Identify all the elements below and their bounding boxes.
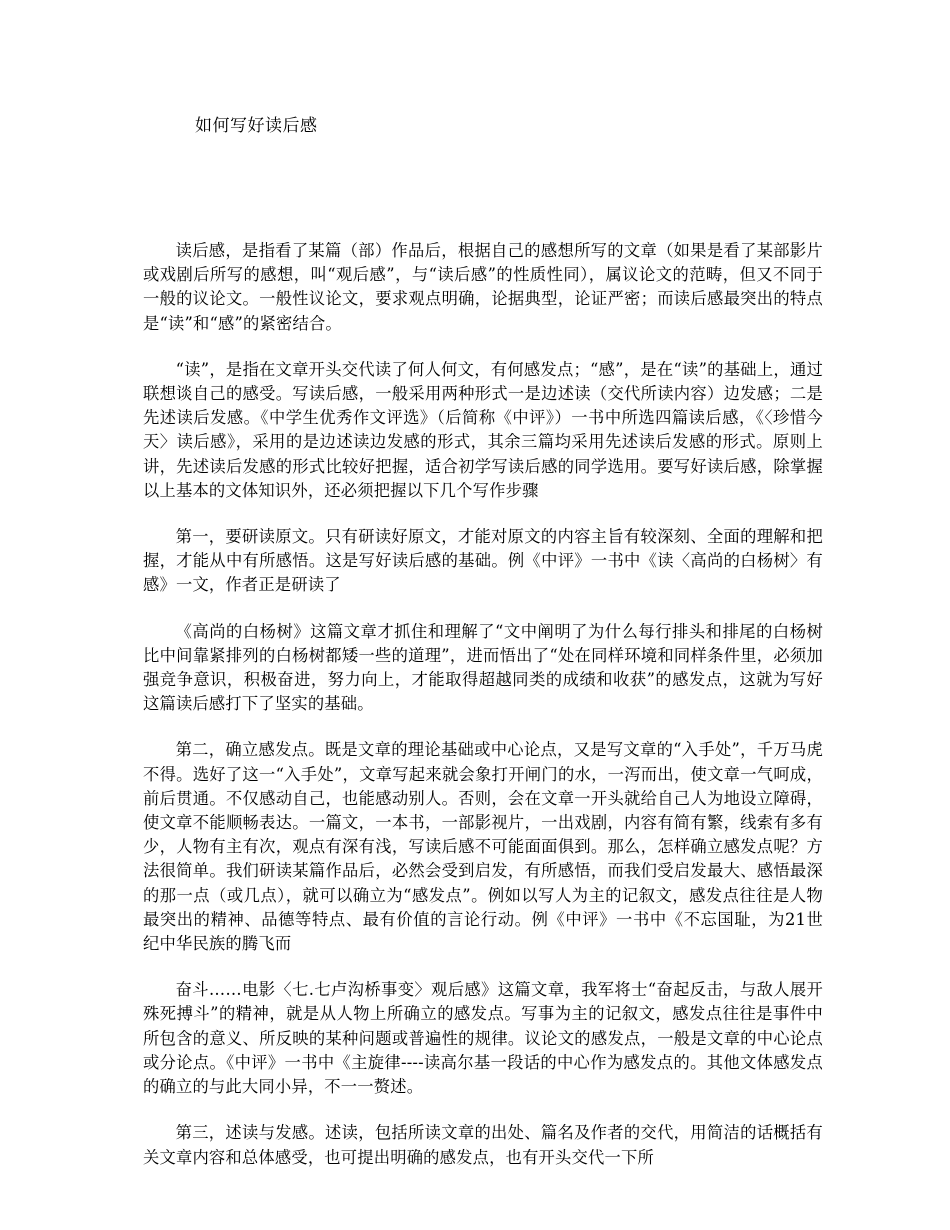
paragraph-step-three: 第三，述读与发感。述读，包括所读文章的出处、篇名及作者的交代，用简洁的话概括有关文章内容和总体感受，也可提出明确的感发点，也有开头交代一下所 bbox=[143, 1123, 823, 1167]
paragraph-step-one: 第一，要研读原文。只有研读好原文，才能对原文的内容主旨有较深刻、全面的理解和把握，才能从中有所感悟。这是写好读后感的基础。例《中评》一书中《读〈高尚的白杨树〉有感》一文，作者正是研读了 bbox=[143, 527, 823, 595]
document-body bbox=[143, 239, 823, 1192]
paragraph-step-one-continued: 《高尚的白杨树》这篇文章才抓住和理解了“文中阐明了为什么每行排头和排尾的白杨树比中间靠紧排列的白杨树都矮一些的道理”，进而悟出了“处在同样环境和同样条件里，必须加强竞争意识，积极奋进，努力向上，才能取得超越同类的成绩和收获”的感发点，这就为写好这篇读后感打下了坚实的基础。 bbox=[143, 621, 823, 714]
paragraph-step-two-continued: 奋斗……电影〈七.七卢沟桥事变〉观后感》这篇文章，我军将士“奋起反击，与敌人展开殊死搏斗”的精神，就是从人物上所确立的感发点。写事为主的记叙文，感发点往往是事件中所包含的意义、所反映的某种问题或普遍性的规律。议论文的感发点，一般是文章的中心论点或分论点。《中评》一书中《主旋律----读高尔基一段话的中心作为感发点的。其他文体感发点的确立的与此大同小异，不一一赘述。 bbox=[143, 980, 823, 1097]
paragraph-step-two: 第二，确立感发点。既是文章的理论基础或中心论点，又是写文章的“入手处”，千万马虎不得。选好了这一“入手处”，文章写起来就会象打开闸门的水，一泻而出，使文章一气呵成，前后贯通。不仅感动自己，也能感动别人。否则，会在文章一开头就给自己人为地设立障碍，使文章不能顺畅表达。一篇文，一本书，一部影视片，一出戏剧，内容有简有繁，线索有多有少，人物有主有次，观点有深有浅，写读后感不可能面面俱到。那么，怎样确立感发点呢？方法很简单。我们研读某篇作品后，必然会受到启发，有所感悟，而我们受启发最大、感悟最深的那一点（或几点），就可以确立为“感发点”。例如以写人为主的记叙文，感发点往往是人物最突出的精神、品德等特点、最有价值的言论行动。例《中评》一书中《不忘国耻，为21世纪中华民族的腾飞而 bbox=[143, 740, 824, 954]
paragraph-du-gan-definition: “读”，是指在文章开头交代读了何人何文，有何感发点；“感”，是在“读”的基础上，通过联想谈自己的感受。写读后感，一般采用两种形式一是边述读（交代所读内容）边发感；二是先述读后发感。《中学生优秀作文评选》（后简称《中评》）一书中所选四篇读后感，《〈珍惜今天〉读后感》，采用的是边述读边发感的形式，其余三篇均采用先述读后发感的形式。原则上讲，先述读后发感的形式比较好把握，适合初学写读后感的同学选用。要写好读后感，除掌握以上基本的文体知识外，还必须把握以下几个写作步骤 bbox=[143, 359, 823, 500]
document-title: 如何写好读后感 bbox=[195, 116, 318, 136]
paragraph-intro: 读后感，是指看了某篇（部）作品后，根据自己的感想所写的文章（如果是看了某部影片或戏剧后所写的感想，叫“观后感”，与“读后感”的性质性同），属议论文的范畴，但又不同于一般的议论文。一般性议论文，要求观点明确，论据典型，论证严密；而读后感最突出的特点是“读”和“感”的紧密结合。 bbox=[143, 241, 823, 333]
